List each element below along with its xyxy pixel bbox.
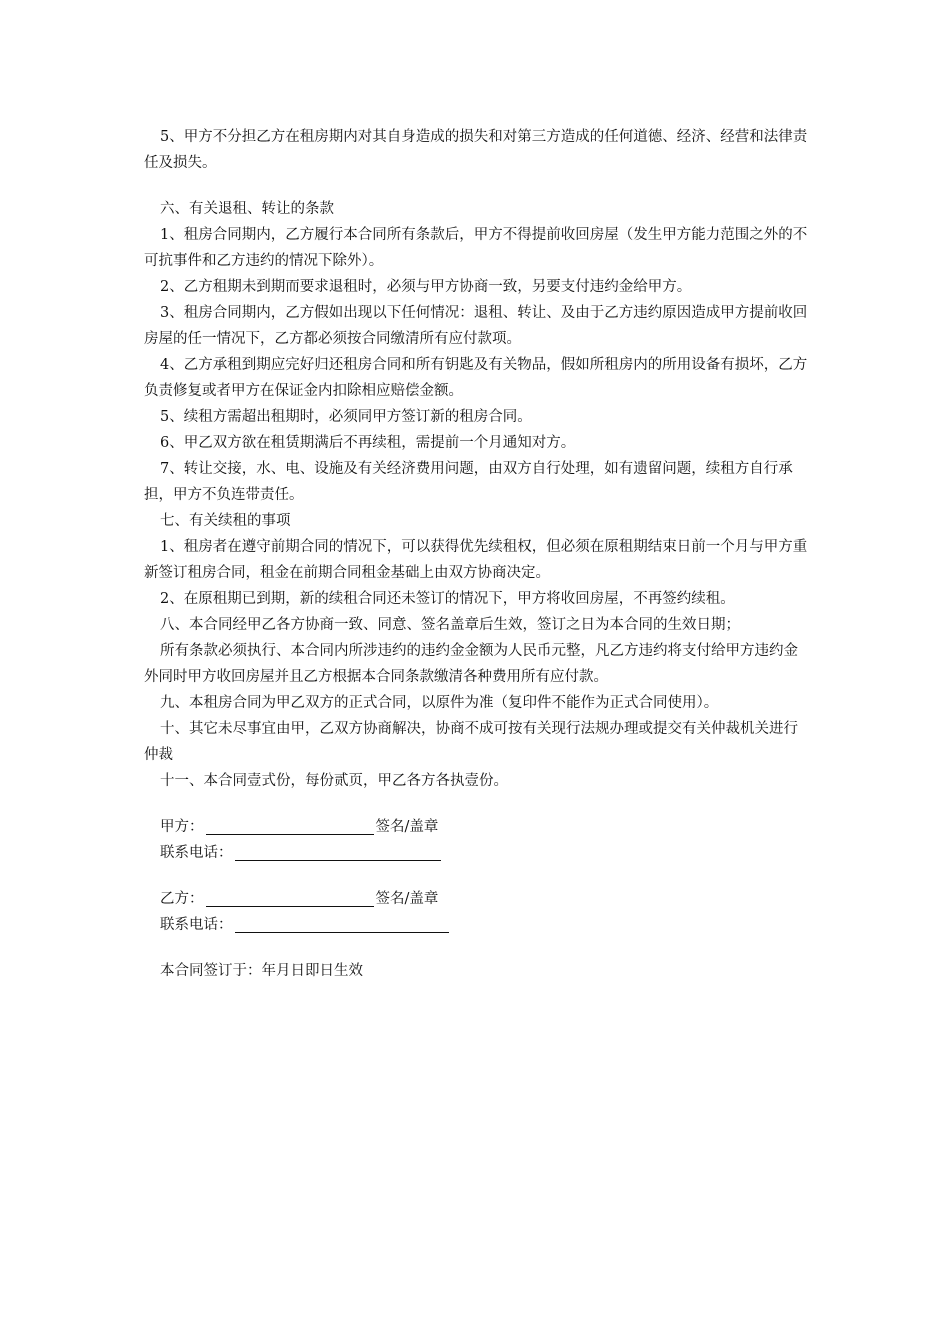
contract-page — [144, 124, 808, 984]
party-b-signature-line — [144, 886, 808, 912]
spacer — [144, 794, 808, 814]
section-6-item-1: 1、租房合同期内，乙方履行本合同所有条款后，甲方不得提前收回房屋（发生甲方能力范围之外的不可抗事件和乙方违约的情况下除外）。 — [144, 227, 808, 269]
spacer — [144, 176, 808, 196]
section-6-item-3: 3、租房合同期内，乙方假如出现以下任何情况：退租、转让、及由于乙方违约原因造成甲方提前收回房屋的任一情况下，乙方都必须按合同缴清所有应付款项。 — [144, 305, 808, 347]
party-b-phone-line — [144, 912, 808, 938]
section-7-heading: 七、有关续租的事项 — [160, 513, 291, 529]
party-a-label: 甲方： — [160, 819, 204, 835]
party-a-sign-suffix: 签名/盖章 — [375, 819, 439, 835]
party-a-phone-line — [144, 840, 808, 866]
party-b-sign-suffix: 签名/盖章 — [375, 891, 439, 907]
section-10: 十、其它未尽事宜由甲，乙双方协商解决，协商不成可按有关现行法规办理或提交有关仲裁机关进行仲裁 — [144, 721, 798, 763]
section-6-item-4: 4、乙方承租到期应完好归还租房合同和所有钥匙及有关物品，假如所租房内的所用设备有损坏，乙方负责修复或者甲方在保证金内扣除相应赔偿金额。 — [144, 357, 808, 399]
signed-date-line: 本合同签订于：年月日即日生效 — [160, 963, 363, 979]
party-a-phone-label: 联系电话： — [160, 845, 233, 861]
section-6-item-7: 7、转让交接，水、电、设施及有关经济费用问题，由双方自行处理，如有遗留问题，续租方自行承担，甲方不负连带责任。 — [144, 461, 793, 503]
section-9: 九、本租房合同为甲乙双方的正式合同，以原件为准（复印件不能作为正式合同使用）。 — [160, 695, 719, 711]
party-b-name-field[interactable] — [206, 890, 374, 907]
section-6-heading: 六、有关退租、转让的条款 — [160, 201, 334, 217]
party-b-phone-label: 联系电话： — [160, 917, 233, 933]
spacer — [144, 938, 808, 958]
party-a-signature-line — [144, 814, 808, 840]
party-a-name-field[interactable] — [206, 818, 374, 835]
party-b-phone-field[interactable] — [235, 916, 449, 933]
section-7-item-2: 2、在原租期已到期，新的续租合同还未签订的情况下，甲方将收回房屋，不再签约续租。 — [160, 591, 735, 607]
section-6-item-6: 6、甲乙双方欲在租赁期满后不再续租，需提前一个月通知对方。 — [160, 435, 576, 451]
section-6-item-5: 5、续租方需超出租期时，必须同甲方签订新的租房合同。 — [160, 409, 532, 425]
spacer — [144, 866, 808, 886]
party-a-phone-field[interactable] — [235, 844, 441, 861]
section-6-item-2: 2、乙方租期未到期而要求退租时，必须与甲方协商一致，另要支付违约金给甲方。 — [160, 279, 692, 295]
clause-5-liability: 5、甲方不分担乙方在租房期内对其自身造成的损失和对第三方造成的任何道德、经济、经营和法律责任及损失。 — [144, 129, 808, 171]
section-8-line-1: 八、本合同经甲乙各方协商一致、同意、签名盖章后生效，签订之日为本合同的生效日期； — [160, 617, 740, 633]
section-8-line-2: 所有条款必须执行、本合同内所涉违约的违约金金额为人民币元整，凡乙方违约将支付给甲方违约金外同时甲方收回房屋并且乙方根据本合同条款缴清各种费用所有应付款。 — [144, 643, 798, 685]
section-11: 十一、本合同壹式份，每份贰页，甲乙各方各执壹份。 — [160, 773, 508, 789]
section-7-item-1: 1、租房者在遵守前期合同的情况下，可以获得优先续租权，但必须在原租期结束日前一个月与甲方重新签订租房合同，租金在前期合同租金基础上由双方协商决定。 — [144, 539, 808, 581]
party-b-label: 乙方： — [160, 891, 204, 907]
